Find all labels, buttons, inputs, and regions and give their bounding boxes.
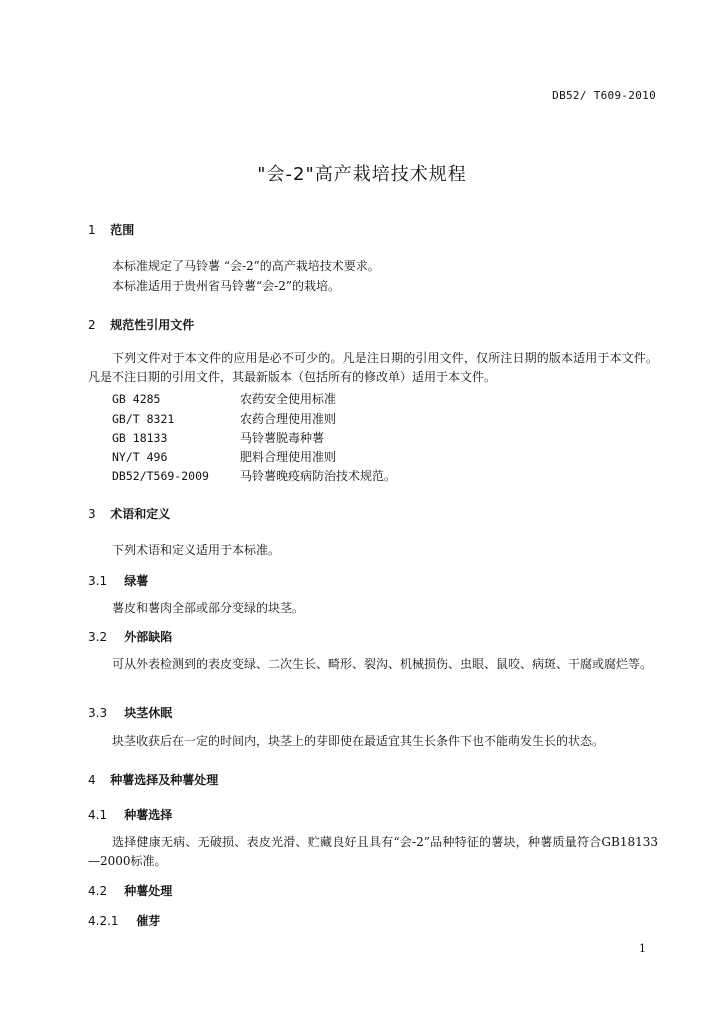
reference-code: GB/T 8321 [112, 412, 175, 426]
reference-row [112, 448, 336, 465]
subsection-number: 3.3 [88, 706, 108, 720]
subsection-number: 4.2.1 [88, 914, 119, 928]
reference-row [112, 467, 396, 484]
section-1-heading [88, 221, 134, 238]
subsection-number: 3.1 [88, 574, 108, 588]
reference-code: GB 18133 [112, 431, 168, 445]
reference-row [112, 390, 336, 407]
seed-selection-paragraph: 选择健康无病、无破损、表皮光滑、贮藏良好且具有“会-2”品种特征的薯块，种薯质量符合GB18133—2000标准。 [88, 835, 658, 868]
section-number: 3 [88, 507, 96, 521]
subsection-number: 4.2 [88, 884, 108, 898]
term-3-3-definition: 块茎收获后在一定的时间内，块茎上的芽即使在最适宜其生长条件下也不能萌发生长的状态。 [112, 734, 605, 748]
section-4-heading [88, 771, 218, 788]
section-title: 规范性引用文件 [110, 318, 195, 332]
subsection-4-2-heading [88, 882, 172, 899]
reference-row [112, 410, 336, 427]
term-3-2-definition: 可从外表检测到的表皮变绿、二次生长、畸形、裂沟、机械损伤、虫眼、鼠咬、病斑、干腐或腐烂等。 [112, 657, 653, 671]
subsection-title: 绿薯 [124, 574, 149, 588]
subsection-title: 外部缺陷 [124, 630, 173, 644]
section-number: 1 [88, 223, 96, 237]
section-3-heading [88, 505, 170, 522]
terms-intro-paragraph: 下列术语和定义适用于本标准。 [112, 543, 281, 557]
subsection-number: 3.2 [88, 630, 108, 644]
subsection-3-1-heading [88, 572, 148, 589]
subsection-title: 催芽 [136, 914, 161, 928]
section-title: 范围 [110, 223, 135, 237]
subsection-4-2-1-heading [88, 912, 160, 929]
reference-name: 农药合理使用准则 [240, 412, 337, 426]
page-number: 1 [639, 942, 646, 955]
section-title: 种薯选择及种薯处理 [110, 773, 219, 787]
subsection-number: 4.1 [88, 808, 108, 822]
reference-row [112, 429, 324, 446]
reference-name: 马铃薯晚疫病防治技术规范。 [240, 469, 397, 483]
subsection-3-3-heading [88, 704, 172, 721]
reference-code: NY/T 496 [112, 450, 168, 464]
references-intro-paragraph: 下列文件对于本文件的应用是必不可少的。凡是注日期的引用文件，仅所注日期的版本适用于本文件。凡是不注日期的引用文件，其最新版本（包括所有的修改单）适用于本文件。 [88, 351, 658, 384]
section-number: 4 [88, 773, 96, 787]
section-2-heading [88, 316, 194, 333]
reference-name: 肥料合理使用准则 [240, 450, 337, 464]
term-3-1-definition: 薯皮和薯肉全部或部分变绿的块茎。 [112, 601, 305, 615]
subsection-3-2-heading [88, 628, 172, 645]
section-title: 术语和定义 [110, 507, 171, 521]
reference-code: DB52/T569-2009 [112, 469, 209, 483]
reference-name: 马铃薯脱毒种薯 [240, 431, 325, 445]
section-number: 2 [88, 318, 96, 332]
scope-paragraph-1: 本标准规定了马铃薯 “会-2”的高产栽培技术要求。 [112, 259, 380, 273]
subsection-title: 块茎休眠 [124, 706, 173, 720]
subsection-title: 种薯处理 [124, 884, 173, 898]
page-title: "会-2"高产栽培技术规程 [257, 164, 467, 185]
scope-paragraph-2: 本标准适用于贵州省马铃薯“会-2”的栽培。 [112, 279, 340, 293]
subsection-4-1-heading [88, 806, 172, 823]
document-code: DB52/ T609-2010 [552, 89, 656, 102]
reference-name: 农药安全使用标准 [240, 392, 337, 406]
subsection-title: 种薯选择 [124, 808, 173, 822]
reference-code: GB 4285 [112, 392, 161, 406]
